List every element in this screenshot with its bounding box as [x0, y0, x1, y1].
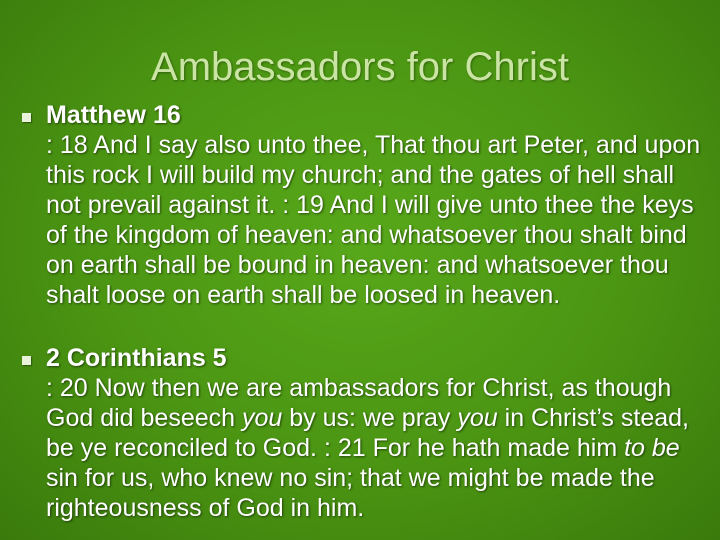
verse-reference: Matthew 16 — [46, 101, 181, 129]
verse-text-part: in Christ’s stead, be ye reconciled to God. : 21 For he hath made him — [46, 404, 689, 462]
verse-text-italic: you — [457, 404, 498, 432]
square-bullet-icon — [22, 113, 31, 122]
verse-text-part: : 20 Now then we are ambassadors for Christ, as though God did beseech — [46, 374, 672, 432]
verse-text-part: sin for us, who knew no sin; that we might be made the righteousness of God in him. — [46, 464, 655, 522]
bullet-text — [46, 343, 706, 523]
verse-text: : 18 And I say also unto thee, That thou art Peter, and upon this rock I will build my church; and the gates of hell shall not prevail against it. : 19 And I will give unto thee the keys of the kingdom of heaven: and whatsoever thou shalt bind on earth shall be bound in heaven: and whatsoever thou shalt loose on earth shall be loosed in heaven. — [46, 131, 701, 309]
slide-title: Ambassadors for Christ — [151, 45, 569, 89]
square-bullet-icon — [22, 356, 31, 365]
bullet-text — [46, 100, 706, 310]
verse-text-part: by us: we pray — [282, 404, 458, 432]
verse-text — [46, 373, 706, 523]
verse-reference: 2 Corinthians 5 — [46, 344, 227, 372]
verse-text-italic: you — [241, 404, 283, 432]
verse-text-italic: to be — [624, 434, 680, 462]
